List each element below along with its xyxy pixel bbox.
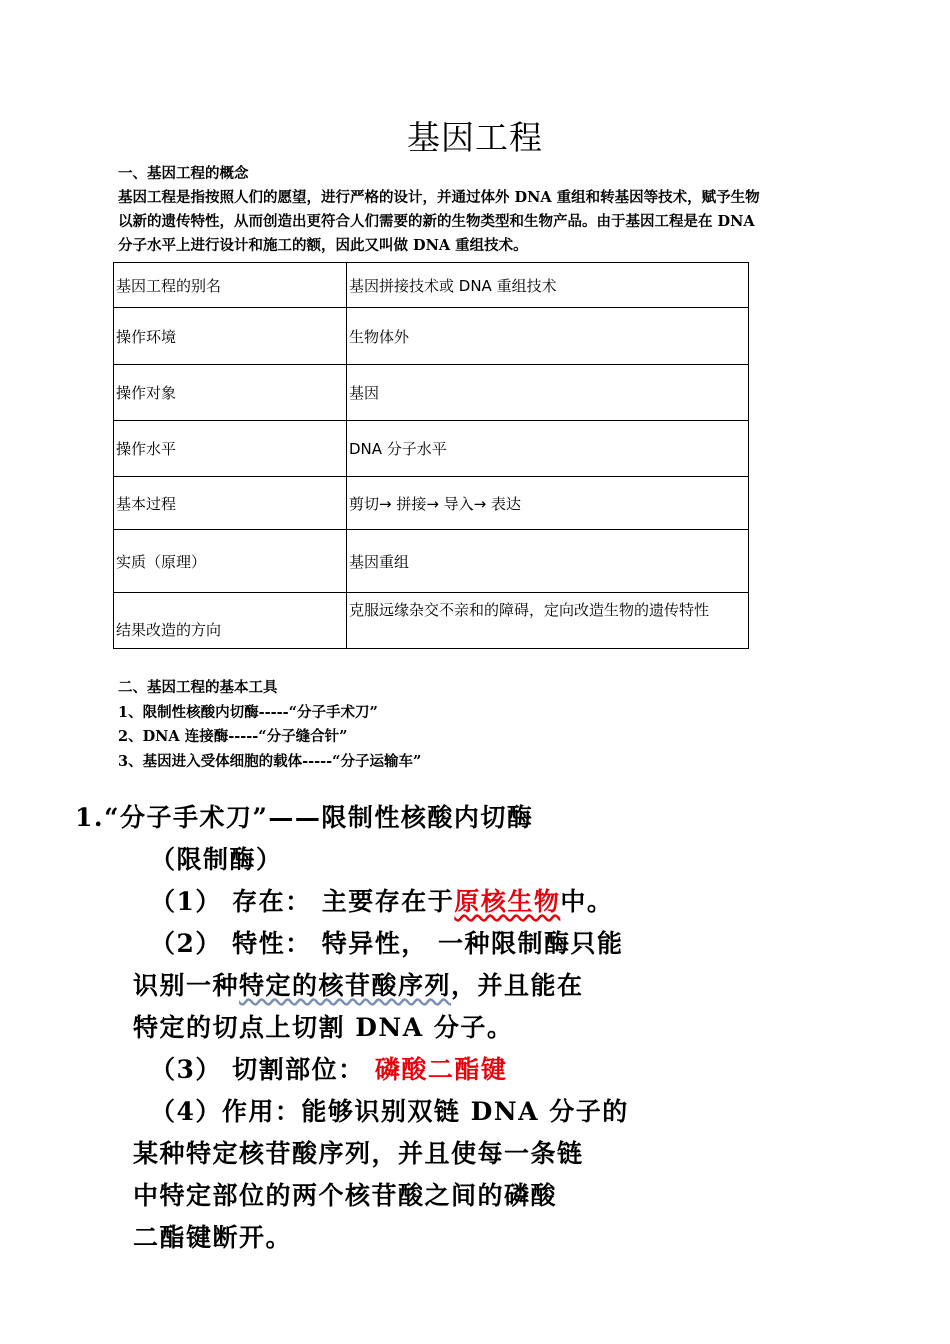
existence-line — [150, 887, 613, 917]
table-value: DNA 分子水平 — [347, 421, 749, 477]
property-line-3: 特定的切点上切割 DNA 分子。 — [133, 1013, 514, 1042]
text-segment: 识别一种 — [133, 971, 240, 1000]
function-line-4: 二酯键断开。 — [133, 1223, 293, 1252]
property-line-2 — [133, 971, 584, 1001]
table-value: 基因 — [347, 365, 749, 421]
table-label: 结果改造的方向 — [114, 593, 347, 649]
list-item: 3、基因进入受体细胞的载体-----“分子运输车” — [118, 752, 422, 770]
text-segment: ，并且能在 — [451, 971, 584, 1000]
table-label: 操作对象 — [114, 365, 347, 421]
section2-heading: 二、基因工程的基本工具 — [118, 679, 278, 696]
paragraph-line: 基因工程是指按照人们的愿望，进行严格的设计，并通过体外 DNA 重组和转基因等技术，赋予生物 — [118, 189, 760, 206]
highlight-phosphodiester: 磷酸二酯键 — [374, 1055, 508, 1084]
table-row — [114, 593, 749, 649]
existence-label: （1） 存在： 主要存在于 — [150, 887, 455, 916]
page-title: 基因工程 — [407, 118, 543, 157]
table-label: 操作水平 — [114, 421, 347, 477]
table-row — [114, 263, 749, 308]
table-value: 基因重组 — [347, 530, 749, 593]
table-row — [114, 477, 749, 530]
paragraph-line: 以新的遗传特性，从而创造出更符合人们需要的新的生物类型和生物产品。由于基因工程是在 DNA — [118, 213, 755, 230]
paragraph-line: 分子水平上进行设计和施工的额，因此又叫做 DNA 重组技术。 — [118, 237, 528, 254]
property-line: （2） 特性： 特异性， 一种限制酶只能 — [150, 929, 624, 958]
enzyme-heading: 1.“分子手术刀”——限制性核酸内切酶 — [75, 803, 534, 832]
function-line-3: 中特定部位的两个核苷酸之间的磷酸 — [133, 1181, 558, 1210]
cut-site-line — [150, 1055, 507, 1085]
table-value: 克服远缘杂交不亲和的障碍，定向改造生物的遗传特性 — [347, 593, 749, 649]
table-label: 基因工程的别名 — [114, 263, 347, 308]
table-value: 剪切→ 拼接→ 导入→ 表达 — [347, 477, 749, 530]
table-value: 生物体外 — [347, 308, 749, 365]
highlight-sequence: 特定的核苷酸序列 — [239, 971, 452, 1000]
enzyme-subheading: （限制酶） — [150, 845, 283, 874]
list-item: 2、DNA 连接酶-----“分子缝合针” — [118, 728, 348, 745]
concept-paragraph — [118, 186, 838, 258]
table-label: 基本过程 — [114, 477, 347, 530]
cut-site-label: （3） 切割部位： — [150, 1055, 375, 1084]
highlight-prokaryote: 原核生物 — [454, 887, 561, 916]
table-label: 操作环境 — [114, 308, 347, 365]
table-row — [114, 530, 749, 593]
table-value: 基因拼接技术或 DNA 重组技术 — [347, 263, 749, 308]
table-row — [114, 365, 749, 421]
gene-engineering-table — [113, 262, 749, 649]
table-row — [114, 308, 749, 365]
table-row — [114, 421, 749, 477]
section1-heading: 一、基因工程的概念 — [118, 165, 249, 182]
list-item: 1、限制性核酸内切酶-----“分子手术刀” — [118, 703, 378, 721]
existence-suffix: 中。 — [560, 887, 614, 916]
function-line-2: 某种特定核苷酸序列，并且使每一条链 — [133, 1139, 584, 1168]
table-label: 实质（原理） — [114, 530, 347, 593]
tools-section — [118, 676, 421, 774]
function-line: （4）作用：能够识别双链 DNA 分子的 — [150, 1097, 629, 1126]
